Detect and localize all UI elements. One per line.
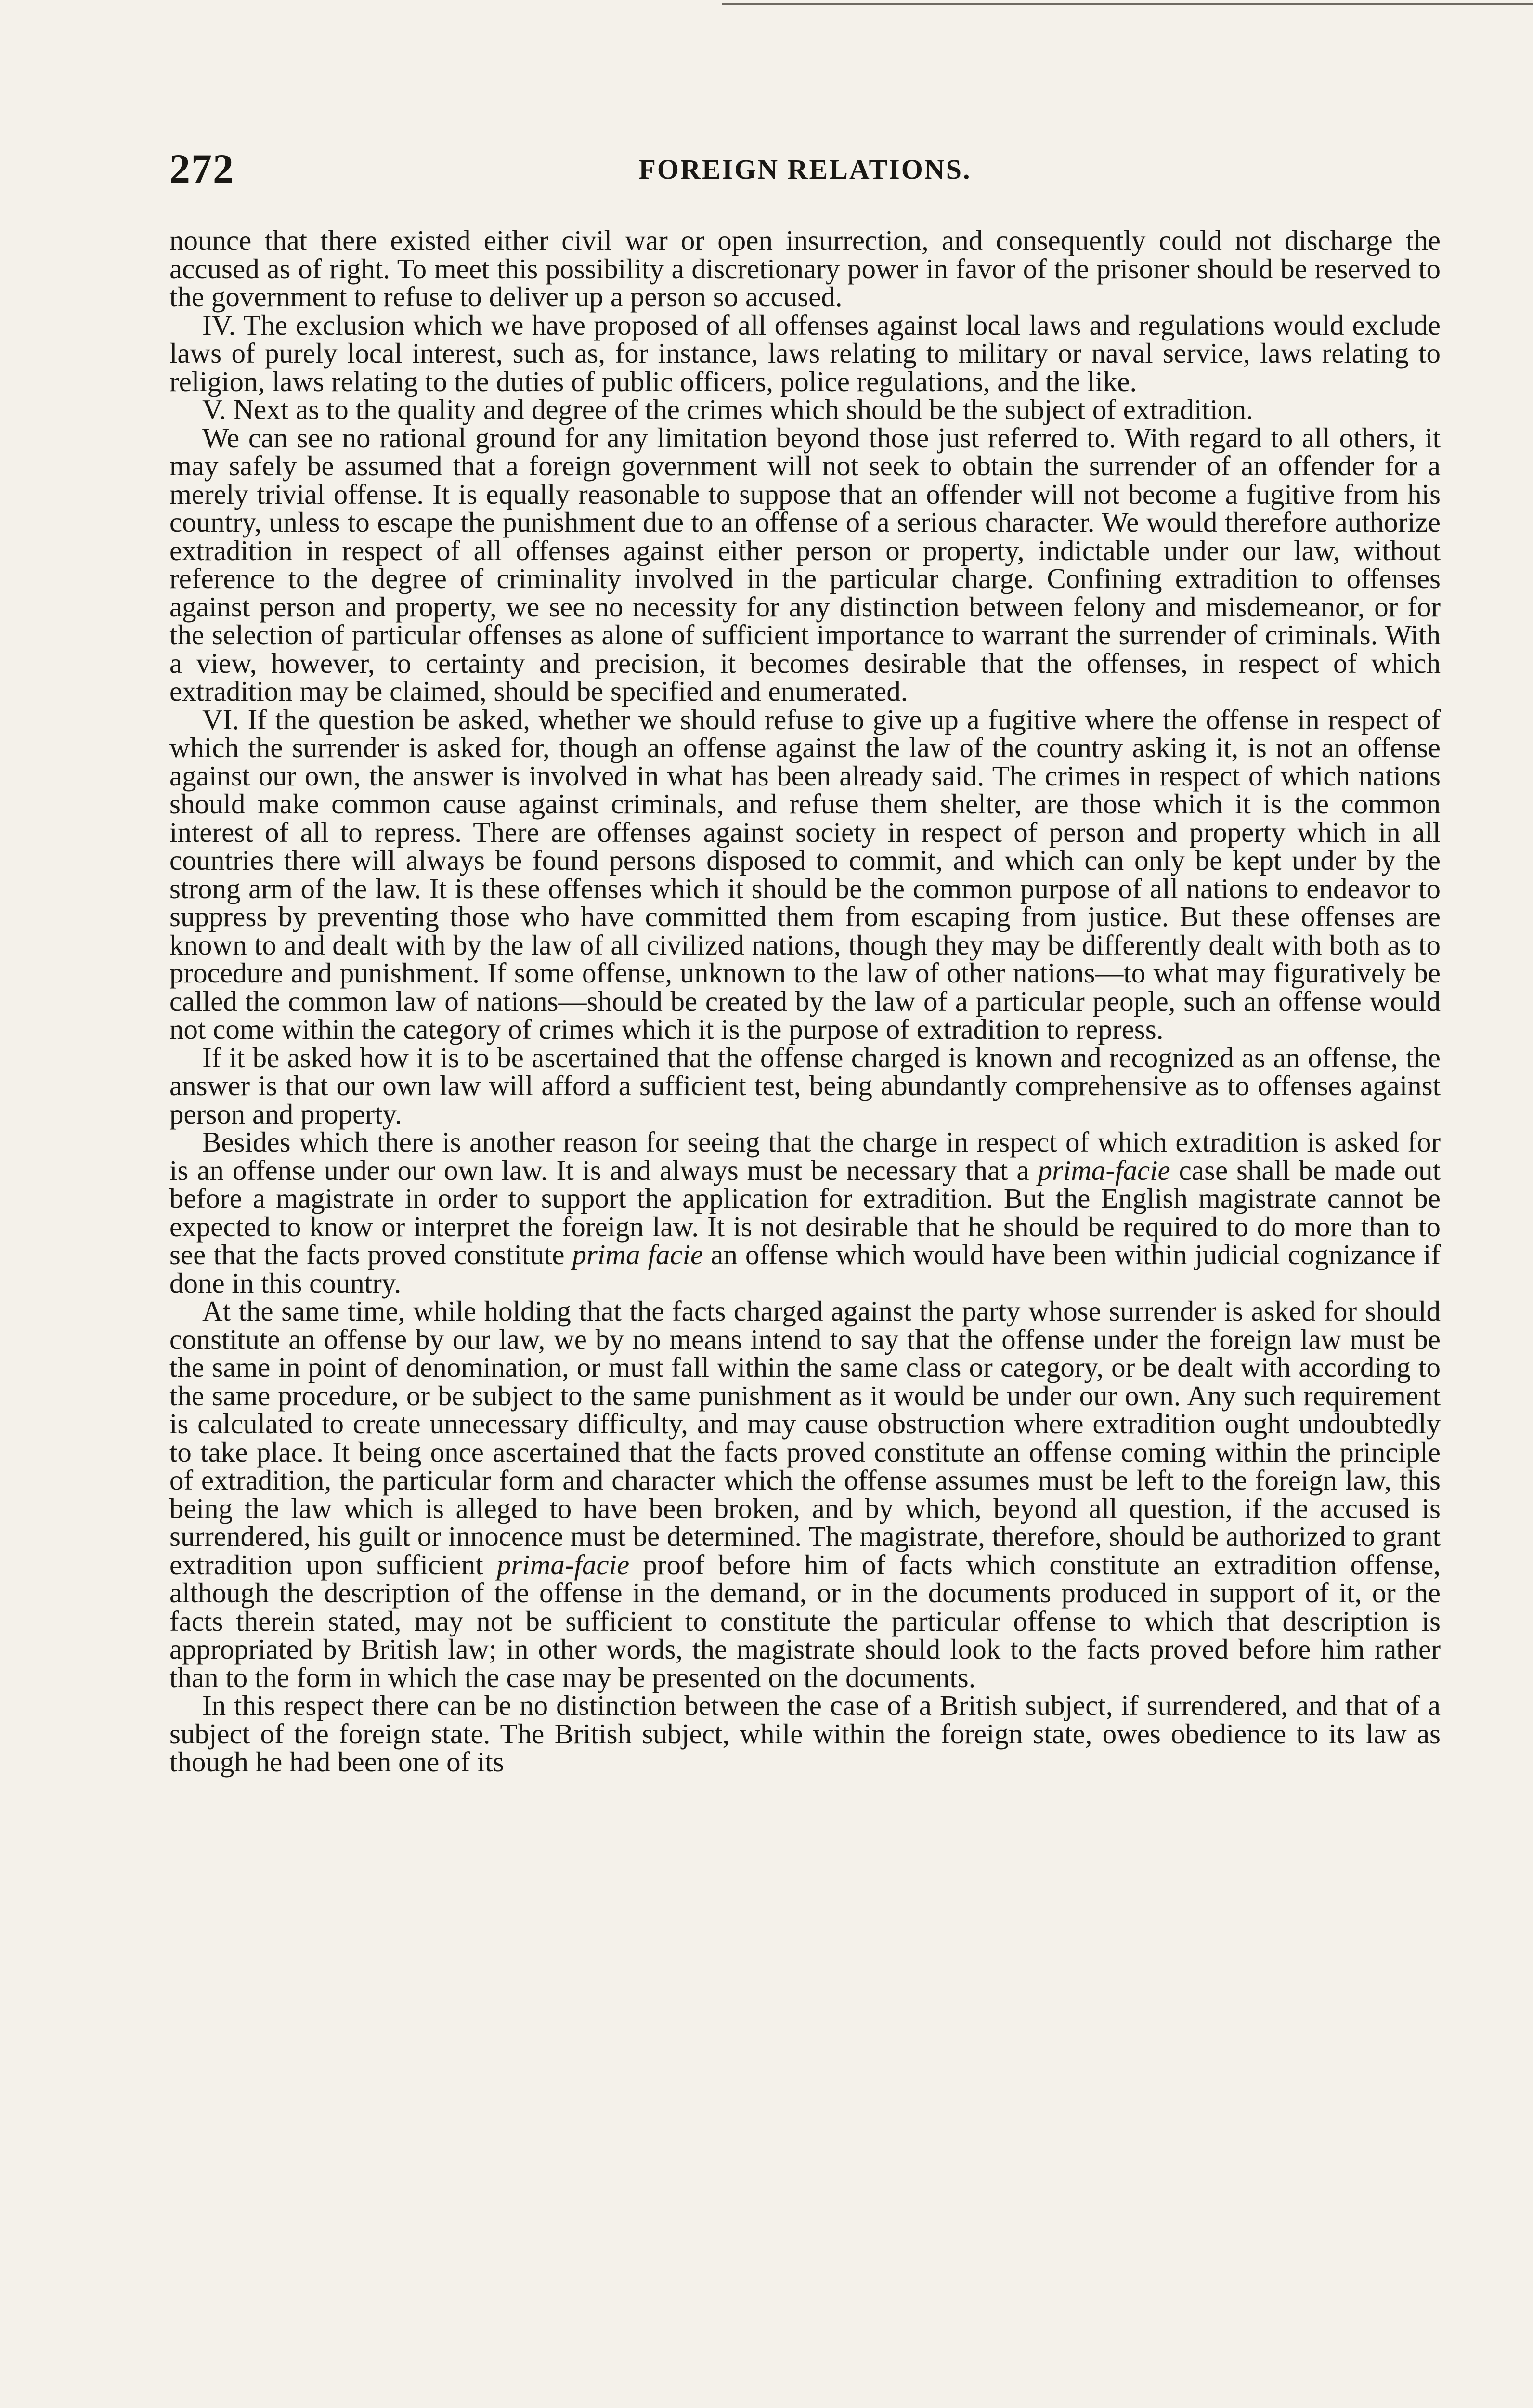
paragraph: VI. If the question be asked, whether we should refuse to give up a fugitive where the offense in respect of which the surrender is asked for, though an offense against the law of the country asking it, is not an offense against our own, the answer is involved in what has been already said. The crimes in respect of which nations should make common cause against criminals, and refuse them shelter, are those which it is the common interest of all to repress. There are offenses against society in respect of person and property which in all countries there will always be found persons disposed to commit, and which can only be kept under by the strong arm of the law. It is these offenses which it should be the common purpose of all nations to endeavor to suppress by preventing those who have committed them from escaping from justice. But these offenses are known to and dealt with by the law of all civilized nations, though they may be differently dealt with both as to procedure and punishment. If some offense, unknown to the law of other nations—to what may figuratively be called the common law of nations—should be created by the law of a particular people, such an offense would not come within the category of crimes which it is the purpose of extradition to repress. — [169, 703, 1441, 1045]
page-header — [169, 144, 1441, 197]
paragraph: In this respect there can be no distinction between the case of a British subject, if surrendered, and that of a subject of the foreign state. The British subject, while within the foreign state, owes obedience to its law as though he had been one of its — [169, 1689, 1441, 1778]
paragraph: We can see no rational ground for any limitation beyond those just referred to. With regard to all others, it may safely be assumed that a foreign government will not seek to obtain the surrender of an offender for a merely trivial offense. It is equally reasonable to suppose that an offender will not become a fugitive from his country, unless to escape the punishment due to an offense of a serious character. We would therefore authorize extradition in respect of all offenses against either person or property, indictable under our law, without reference to the degree of criminality involved in the particular charge. Confining extradition to offenses against person and property, we see no necessity for any distinction between felony and misdemeanor, or for the selection of particular offenses as alone of sufficient importance to warrant the surrender of criminals. With a view, however, to certainty and precision, it becomes desirable that the offenses, in respect of which extradition may be claimed, should be specified and enumerated. — [169, 421, 1441, 707]
paragraph: nounce that there existed either civil war or open insurrection, and consequently could not discharge the accused as of right. To meet this possibility a discretionary power in favor of the prisoner should be reserved to the government to refuse to deliver up a person so accused. — [169, 224, 1441, 313]
text-segment: case shall be made out before a magistrate in order to support the application for extradition. But the English magistrate cannot be expected to know or interpret the foreign law. It is not desirable that he should be required to do more than to see that the facts proved constitute — [169, 1154, 1441, 1270]
top-edge-rule — [722, 3, 1533, 5]
paragraph — [169, 1128, 1441, 1297]
paragraph — [169, 1297, 1441, 1691]
text-segment: proof before him of facts which constitute an extradition offense, although the description of the offense in the demand, or in the documents produced in support of it, or the facts therein stated, may not be sufficient to constitute the particular offense to which that description is appropriated by British law; in other words, the magistrate should look to the facts proved before him rather than to the form in which the case may be presented on the documents. — [169, 1548, 1441, 1693]
running-head: FOREIGN RELATIONS. — [638, 154, 972, 185]
paragraph: V. Next as to the quality and degree of the crimes which should be the subject of extradition. — [202, 393, 1253, 425]
paragraph: IV. The exclusion which we have proposed of all offenses against local laws and regulations would exclude laws of purely local interest, such as, for instance, laws relating to military or naval service, laws relating to religion, laws relating to the duties of public officers, police regulations, and the like. — [169, 309, 1441, 397]
body-text — [169, 226, 1441, 1776]
paragraph: If it be asked how it is to be ascertained that the offense charged is known and recognized as an offense, the answer is that our own law will afford a sufficient test, being abundantly comprehensive as to offenses against person and property. — [169, 1041, 1441, 1130]
italic-phrase: prima-facie — [1038, 1154, 1170, 1186]
text-segment: At the same time, while holding that the facts charged against the party whose surrender is asked for should constitute an offense by our law, we by no means intend to say that the offense under the foreign law must be the same in point of denomination, or must fall within the same class or category, or be dealt with according to the same procedure, or be subject to the same punishment as it would be under our own. Any such requirement is calculated to create unnecessary difficulty, and may cause obstruction where extradition ought undoubtedly to take place. It being once ascertained that the facts proved constitute an offense coming within the principle of extradition, the particular form and character which the offense assumes must be left to the foreign law, this being the law which is alleged to have been broken, and by which, beyond all question, if the accused is surrendered, his guilt or innocence must be determined. The magistrate, therefore, should be authorized to grant extradition upon sufficient — [169, 1295, 1441, 1581]
italic-phrase: prima-facie — [496, 1548, 630, 1581]
text-segment: Besides which there is another reason for seeing that the charge in respect of which extradition is asked for is an offense under our own law. It is and always must be necessary that a — [169, 1126, 1441, 1186]
text-segment: an offense which would have been within judicial cognizance if done in this country. — [169, 1239, 1441, 1299]
italic-phrase: prima facie — [572, 1239, 703, 1270]
page-number: 272 — [169, 145, 234, 192]
